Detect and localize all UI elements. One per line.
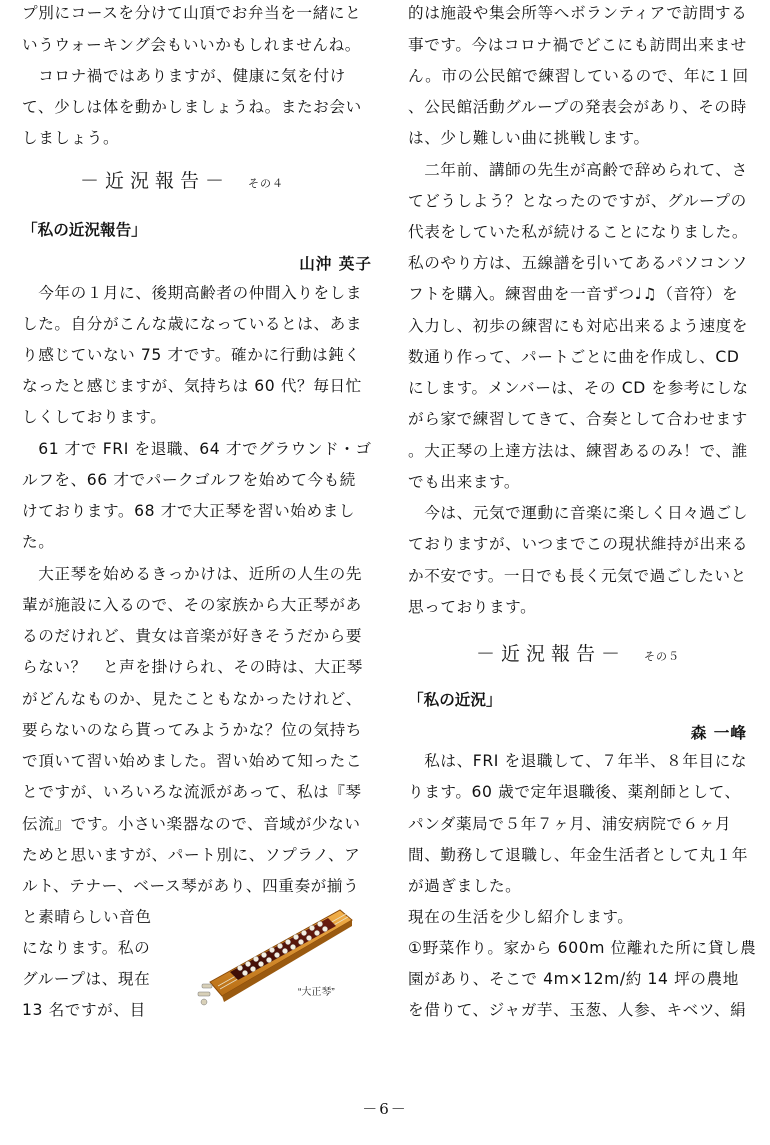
text-line: コロナ禍ではありますが、健康に気を付け — [22, 67, 346, 85]
text-line: 事です。今はコロナ禍でどこにも訪問出来ませ — [408, 36, 747, 54]
text-line: と素晴らしい音色 — [22, 908, 152, 926]
section-heading-text: －近況報告－ — [80, 170, 231, 192]
text-line: は、少し難しい曲に挑戦します。 — [408, 129, 650, 147]
section-heading — [80, 166, 430, 193]
text-line: 、公民館活動グループの発表会があり、その時 — [408, 98, 747, 116]
text-line: るのだけれど、貴女は音楽が好きそうだから要 — [22, 627, 363, 645]
text-line: パンダ薬局で５年７ヶ月、浦安病院で６ヶ月 — [408, 815, 732, 833]
text-line: ん。市の公民館で練習しているので、年に１回 — [408, 67, 749, 85]
text-line: 要らないのなら貰ってみようかな？位の気持ち — [22, 721, 363, 739]
text-line: 私は、FRI を退職して、７年半、８年目にな — [408, 752, 748, 770]
text-line: 伝流』です。小さい楽器なので、音域が少ない — [22, 815, 361, 833]
photo-caption: “大正琴” — [298, 987, 335, 998]
text-line: がどんなものか、見たこともなかったけれど、 — [22, 690, 363, 708]
text-line: 的は施設や集会所等へボランティアで訪問する — [408, 4, 748, 22]
text-line: ルト、テナー、ベース琴があり、四重奏が揃う — [22, 877, 360, 895]
text-line: 61 才で FRI を退職、64 才でグラウンド・ゴ — [22, 440, 372, 458]
text-line: にします。メンバーは、その CD を参考にしな — [408, 379, 749, 397]
text-line: がら家で練習してきて、合奏として合わせます — [408, 410, 748, 428]
section-heading-sub: その４ — [248, 177, 285, 190]
section-heading-text: －近況報告－ — [476, 643, 627, 665]
text-line: らない？ と声を掛けられ、その時は、大正琴 — [22, 658, 364, 676]
text-line: 今年の１月に、後期高齢者の仲間入りをしま — [22, 284, 363, 302]
text-line: 現在の生活を少し紹介します。 — [408, 908, 634, 926]
section-heading — [476, 639, 770, 666]
text-line: でも出来ます。 — [408, 473, 521, 491]
text-line: 大正琴を始めるきっかけは、近所の人生の先 — [22, 565, 363, 583]
section-heading-sub: その５ — [644, 650, 681, 663]
text-line: した。自分がこんな歳になっているとは、あま — [22, 315, 363, 333]
text-line: ①野菜作り。家から 600m 位離れた所に貸し農 — [408, 939, 757, 957]
text-line: 。大正琴の上達方法は、練習あるのみ！で、誰 — [408, 442, 748, 460]
article-title: 「私の近況」 — [408, 691, 502, 709]
text-line: 輩が施設に入るので、その家族から大正琴があ — [22, 596, 362, 614]
text-line: ておりますが、いつまでこの現状維持が出来る — [408, 535, 749, 553]
text-line: 間、勤務して退職し、年金生活者として丸１年 — [408, 846, 749, 864]
text-line: 13 名ですが、目 — [22, 1001, 146, 1019]
text-line: ためと思いますが、パート別に、ソプラノ、ア — [22, 846, 361, 864]
text-line: 数通り作って、パートごとに曲を作成し、CD — [408, 348, 740, 366]
text-line: り感じていない 75 才です。確かに行動は鈍く — [22, 346, 361, 364]
text-line: とですが、いろいろな流派があって、私は『琴 — [22, 783, 362, 801]
text-line: いうウォーキング会もいいかもしれませんね。 — [22, 36, 361, 54]
text-line: か不安です。一日でも長く元気で過ごしたいと — [408, 567, 747, 585]
text-line: けております。68 才で大正琴を習い始めまし — [22, 502, 356, 520]
text-line: になります。私の — [22, 939, 151, 957]
text-line: 代表をしていた私が続けることになりました。 — [408, 223, 749, 241]
text-line: プ別にコースを分けて山頂でお弁当を一緒にと — [22, 4, 362, 22]
author-name: 森 一峰 — [690, 724, 747, 742]
text-line: ります。60 歳で定年退職後、薬剤師として、 — [408, 783, 741, 801]
text-line: 思っております。 — [408, 598, 537, 616]
text-line: 入力し、初歩の練習にも対応出来るよう速度を — [408, 317, 749, 335]
taishogoto-photo — [190, 902, 355, 1014]
text-line: グループは、現在 — [22, 970, 151, 988]
text-line: しくしております。 — [22, 408, 167, 426]
text-line: 私のやり方は、五線譜を引いてあるパソコンソ — [408, 254, 748, 272]
text-line: 二年前、講師の先生が高齢で辞められて、さ — [408, 161, 748, 179]
text-line: が過ぎました。 — [408, 877, 522, 895]
text-line: しましょう。 — [22, 129, 120, 147]
page-number: －6－ — [362, 1100, 408, 1118]
text-line: てどうしよう？となったのですが、グループの — [408, 192, 747, 210]
text-line: を借りて、ジャガ芋、玉葱、人参、キベツ、絹 — [408, 1001, 747, 1019]
taishogoto-illustration — [190, 902, 355, 1014]
author-name: 山沖 英子 — [299, 255, 372, 273]
text-line: ルフを、66 才でパークゴルフを始めて今も続 — [22, 471, 356, 489]
article-title: 「私の近況報告」 — [22, 221, 147, 239]
text-line: なったと感じますが、気持ちは 60 代？毎日忙 — [22, 377, 362, 395]
text-line: フトを購入。練習曲を一音ずつ♩♫（音符）を — [408, 285, 739, 303]
text-line: 今は、元気で運動に音楽に楽しく日々過ごし — [408, 504, 749, 522]
text-line: た。 — [22, 533, 55, 551]
text-line: 園があり、そこで 4m×12m/約 14 坪の農地 — [408, 970, 739, 988]
text-line: で頂いて習い始めました。習い始めて知ったこ — [22, 752, 363, 770]
text-line: て、少しは体を動かしましょうね。またお会い — [22, 98, 362, 116]
